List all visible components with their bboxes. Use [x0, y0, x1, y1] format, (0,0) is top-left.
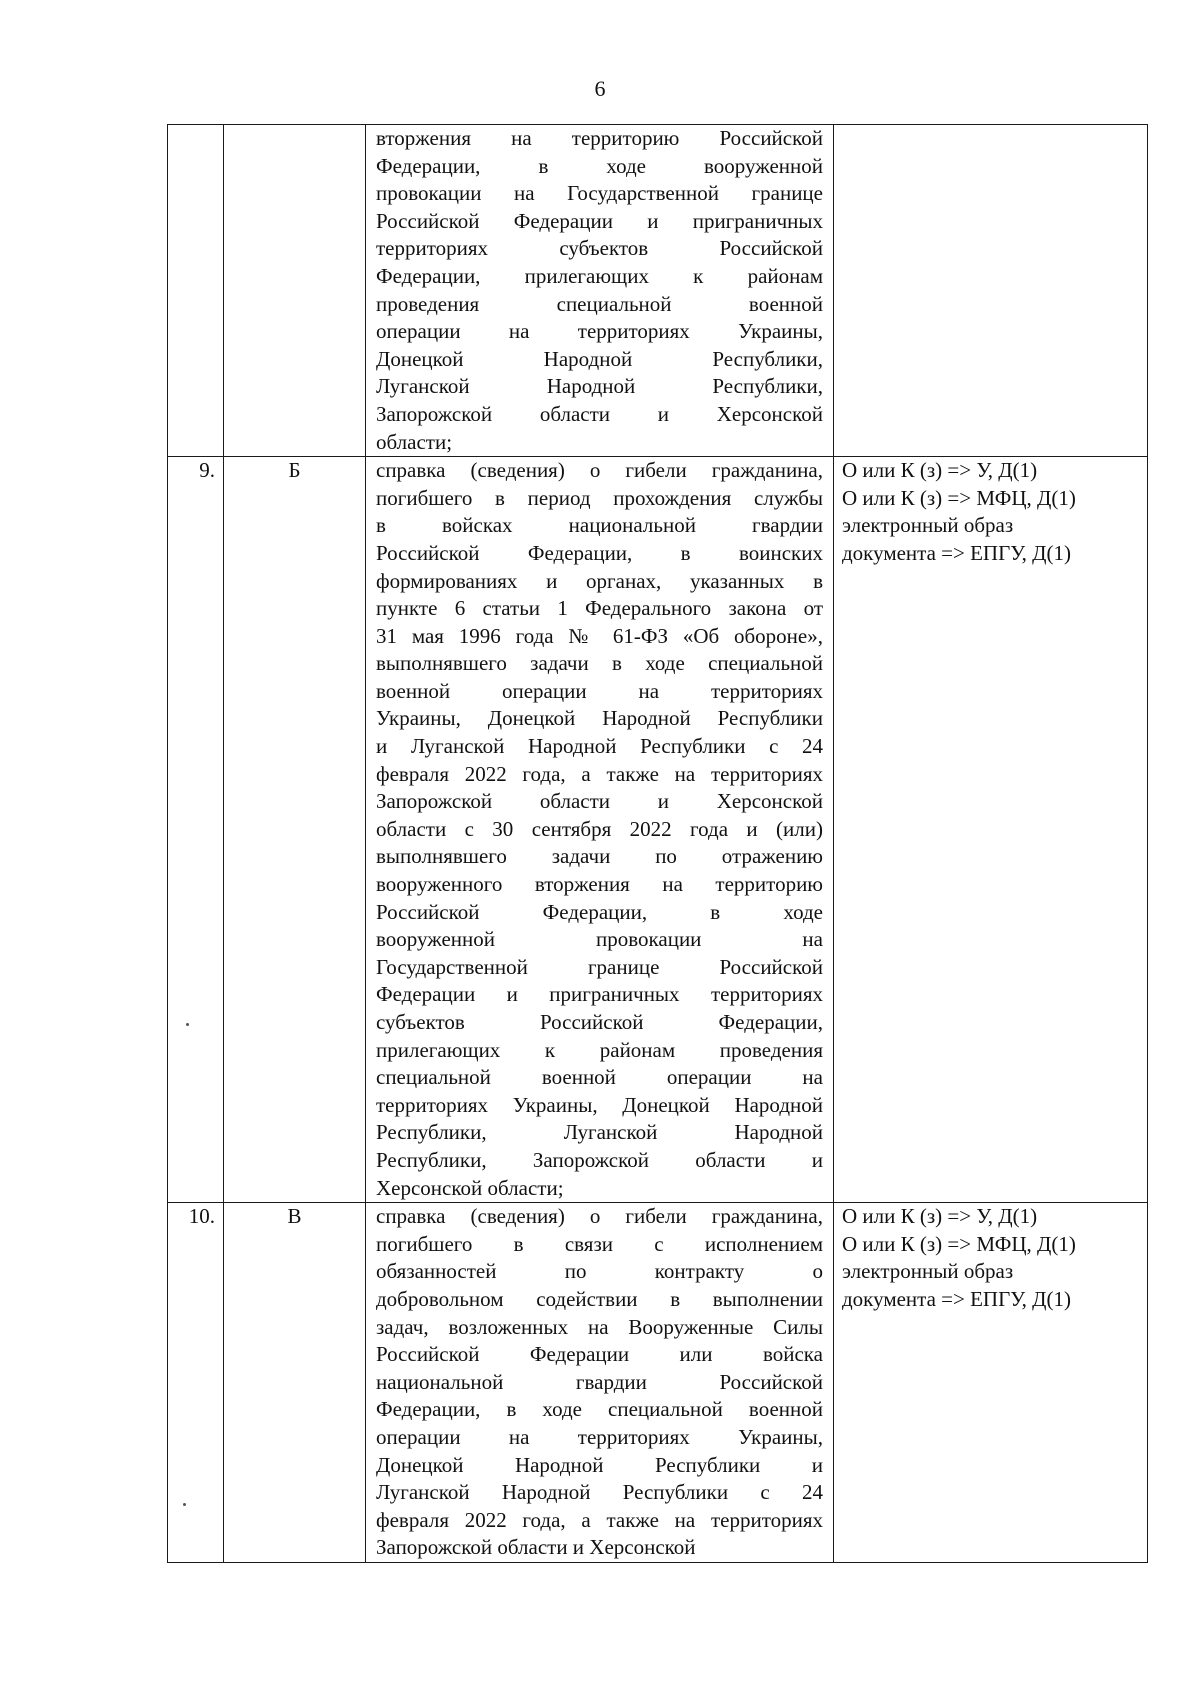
row-code-cell	[224, 125, 366, 457]
description-line: операции на территориях Украины,	[376, 1424, 823, 1449]
row-submission-ways-cell	[834, 457, 1148, 1203]
description-line: национальной гвардии Российской	[376, 1369, 823, 1394]
submission-way-line: документа => ЕПГУ, Д(1)	[842, 540, 1071, 565]
description-line: прилегающих к районам проведения	[376, 1037, 823, 1062]
submission-way-line: электронный образ	[842, 1259, 1014, 1284]
description-line: пункте 6 статьи 1 Федерального закона от	[376, 596, 823, 621]
description-line: Федерации, прилегающих к районам	[376, 263, 823, 288]
description-line: Республики, Луганской Народной	[376, 1120, 823, 1145]
description-line: операции на территориях Украины,	[376, 319, 823, 344]
row-description-cell	[366, 457, 834, 1203]
submission-way-line: О или К (з) => У, Д(1)	[842, 1204, 1038, 1229]
row-number-cell: 10.	[168, 1203, 224, 1563]
submission-way-line: электронный образ	[842, 513, 1014, 538]
scan-speck	[186, 1023, 189, 1026]
description-line: выполнявшего задачи по отражению	[376, 844, 823, 869]
description-line: Федерации и приграничных территориях	[376, 982, 823, 1007]
description-line: вооруженного вторжения на территорию	[376, 872, 823, 897]
description-line: Луганской Народной Республики,	[376, 374, 823, 399]
description-line: Донецкой Народной Республики,	[376, 346, 823, 371]
description-line: области с 30 сентября 2022 года и (или)	[376, 816, 823, 841]
description-line: Республики, Запорожской области и	[376, 1147, 823, 1172]
description-line: области;	[376, 429, 453, 454]
table-row	[168, 1203, 1148, 1563]
table-body	[168, 125, 1148, 1563]
submission-way-line: документа => ЕПГУ, Д(1)	[842, 1286, 1071, 1311]
description-line: специальной военной операции на	[376, 1065, 823, 1090]
description-line: Российской Федерации, в воинских	[376, 540, 823, 565]
row-description-cell	[366, 1203, 834, 1563]
row-code-cell: Б	[224, 457, 366, 1203]
description-line: вторжения на территорию Российской	[376, 126, 823, 150]
row-submission-ways-cell	[834, 125, 1148, 457]
description-line: выполнявшего задачи в ходе специальной	[376, 651, 823, 676]
description-line: проведения специальной военной	[376, 291, 823, 316]
scan-speck	[183, 1503, 186, 1506]
description-line: Херсонской области;	[376, 1175, 564, 1200]
description-line: территориях субъектов Российской	[376, 236, 823, 261]
submission-way-line: О или К (з) => МФЦ, Д(1)	[842, 485, 1076, 510]
description-line: провокации на Государственной границе	[376, 181, 823, 206]
description-line: погибшего в связи с исполнением	[376, 1231, 823, 1256]
description-line: территориях Украины, Донецкой Народной	[376, 1092, 823, 1117]
description-line: формированиях и органах, указанных в	[376, 568, 823, 593]
description-line: Федерации, в ходе вооруженной	[376, 153, 823, 178]
submission-way-line: О или К (з) => У, Д(1)	[842, 458, 1038, 483]
document-table	[167, 124, 1148, 1563]
table-row	[168, 457, 1148, 1203]
description-line: Украины, Донецкой Народной Республики	[376, 706, 823, 731]
description-line: Луганской Народной Республики с 24	[376, 1480, 823, 1505]
row-number-cell	[168, 125, 224, 457]
row-code-cell: В	[224, 1203, 366, 1563]
description-line: в войсках национальной гвардии	[376, 513, 823, 538]
row-number-cell: 9.	[168, 457, 224, 1203]
description-line: Российской Федерации и приграничных	[376, 208, 823, 233]
description-line: задач, возложенных на Вооруженные Силы	[376, 1314, 823, 1339]
description-line: обязанностей по контракту о	[376, 1259, 823, 1284]
description-line: Государственной границе Российской	[376, 954, 823, 979]
row-description-cell	[366, 125, 834, 457]
description-line: справка (сведения) о гибели гражданина,	[376, 1204, 823, 1229]
description-line: февраля 2022 года, а также на территориях	[376, 1507, 823, 1532]
description-line: февраля 2022 года, а также на территориях	[376, 761, 823, 786]
description-line: Донецкой Народной Республики и	[376, 1452, 823, 1477]
description-line: и Луганской Народной Республики с 24	[376, 734, 823, 759]
description-line: добровольном содействии в выполнении	[376, 1286, 823, 1311]
row-submission-ways-cell	[834, 1203, 1148, 1563]
description-line: погибшего в период прохождения службы	[376, 485, 823, 510]
description-line: субъектов Российской Федерации,	[376, 1010, 823, 1034]
description-line: Российской Федерации, в ходе	[376, 899, 823, 924]
description-line: военной операции на территориях	[376, 678, 823, 703]
description-line: вооруженной провокации на	[376, 927, 823, 952]
description-line: Федерации, в ходе специальной военной	[376, 1397, 823, 1422]
description-line: Запорожской области и Херсонской	[376, 1535, 696, 1560]
submission-way-line: О или К (з) => МФЦ, Д(1)	[842, 1231, 1076, 1256]
description-line: Российской Федерации или войска	[376, 1342, 823, 1367]
description-line: 31 мая 1996 года № 61-ФЗ «Об обороне»,	[376, 623, 823, 648]
table-row	[168, 125, 1148, 457]
description-line: Запорожской области и Херсонской	[376, 401, 823, 426]
description-line: справка (сведения) о гибели гражданина,	[376, 458, 823, 483]
description-line: Запорожской области и Херсонской	[376, 789, 823, 814]
page-number: 6	[594, 76, 606, 101]
